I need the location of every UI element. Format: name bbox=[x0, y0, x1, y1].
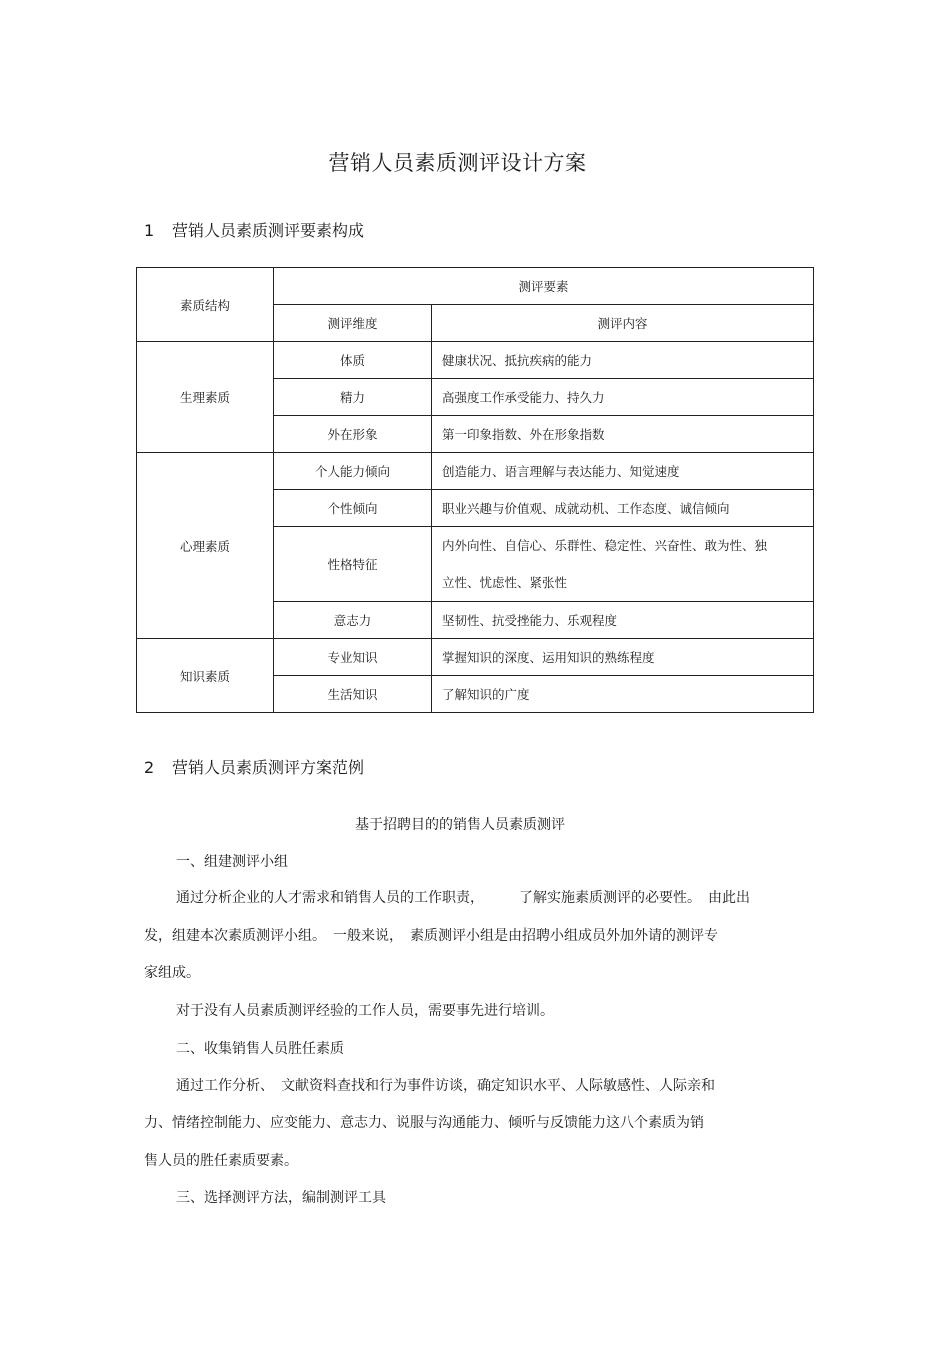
section-number: 2 bbox=[144, 758, 155, 777]
content-cell: 高强度工作承受能力、持久力 bbox=[432, 379, 814, 416]
dimension-cell: 意志力 bbox=[274, 602, 432, 639]
paragraph-line: 售人员的胜任素质要素。 bbox=[144, 1153, 298, 1169]
table-row bbox=[137, 639, 814, 676]
evaluation-elements-table bbox=[136, 267, 814, 713]
dimension-cell: 专业知识 bbox=[274, 639, 432, 676]
content-cell: 坚韧性、抗受挫能力、乐观程度 bbox=[432, 602, 814, 639]
dimension-cell: 生活知识 bbox=[274, 676, 432, 713]
dimension-cell: 体质 bbox=[274, 342, 432, 379]
table-header-row bbox=[137, 268, 814, 305]
step-heading: 二、收集销售人员胜任素质 bbox=[176, 1041, 344, 1057]
content-cell: 创造能力、语言理解与表达能力、知觉速度 bbox=[432, 453, 814, 490]
dimension-cell: 精力 bbox=[274, 379, 432, 416]
content-cell: 职业兴趣与价值观、成就动机、工作态度、诚信倾向 bbox=[432, 490, 814, 527]
content-cell: 掌握知识的深度、运用知识的熟练程度 bbox=[432, 639, 814, 676]
group-name: 生理素质 bbox=[137, 342, 274, 453]
header-elements: 测评要素 bbox=[274, 268, 814, 305]
paragraph-line: 通过工作分析、 文献资料查找和行为事件访谈，确定知识水平、人际敏感性、人际亲和 bbox=[176, 1078, 715, 1094]
paragraph-line: 力、情绪控制能力、应变能力、意志力、说服与沟通能力、倾听与反馈能力这八个素质为销 bbox=[144, 1115, 704, 1131]
step-heading: 一、组建测评小组 bbox=[176, 854, 288, 870]
group-name: 心理素质 bbox=[137, 453, 274, 639]
paragraph-line: 发，组建本次素质测评小组。 一般来说， 素质测评小组是由招聘小组成员外加外请的测评专 bbox=[144, 928, 718, 944]
page-title: 营销人员素质测评设计方案 bbox=[328, 151, 587, 175]
header-dimension: 测评维度 bbox=[274, 305, 432, 342]
content-cell: 了解知识的广度 bbox=[432, 676, 814, 713]
table-row bbox=[137, 453, 814, 490]
step-heading: 三、选择测评方法，编制测评工具 bbox=[176, 1190, 386, 1206]
content-cell: 健康状况、抵抗疾病的能力 bbox=[432, 342, 814, 379]
dimension-cell: 个人能力倾向 bbox=[274, 453, 432, 490]
subtitle: 基于招聘目的的销售人员素质测评 bbox=[355, 817, 565, 833]
paragraph-line: 家组成。 bbox=[144, 965, 200, 981]
section-number: 1 bbox=[144, 221, 155, 240]
paragraph-line: 通过分析企业的人才需求和销售人员的工作职责， 了解实施素质测评的必要性。 由此出 bbox=[176, 890, 750, 906]
content-line: 立性、忧虑性、紧张性 bbox=[442, 575, 568, 590]
section-title: 营销人员素质测评要素构成 bbox=[172, 221, 365, 240]
dimension-cell: 个性倾向 bbox=[274, 490, 432, 527]
header-content: 测评内容 bbox=[432, 305, 814, 342]
section-title: 营销人员素质测评方案范例 bbox=[172, 758, 365, 777]
content-cell bbox=[432, 527, 814, 602]
content-cell: 第一印象指数、外在形象指数 bbox=[432, 416, 814, 453]
dimension-cell: 性格特征 bbox=[274, 527, 432, 602]
section-heading-2 bbox=[144, 755, 364, 778]
dimension-cell: 外在形象 bbox=[274, 416, 432, 453]
header-structure: 素质结构 bbox=[137, 268, 274, 342]
group-name: 知识素质 bbox=[137, 639, 274, 713]
content-line: 内外向性、自信心、乐群性、稳定性、兴奋性、敢为性、独 bbox=[442, 538, 768, 553]
table-row bbox=[137, 342, 814, 379]
section-heading-1 bbox=[144, 218, 364, 241]
paragraph-line: 对于没有人员素质测评经验的工作人员，需要事先进行培训。 bbox=[176, 1003, 554, 1019]
